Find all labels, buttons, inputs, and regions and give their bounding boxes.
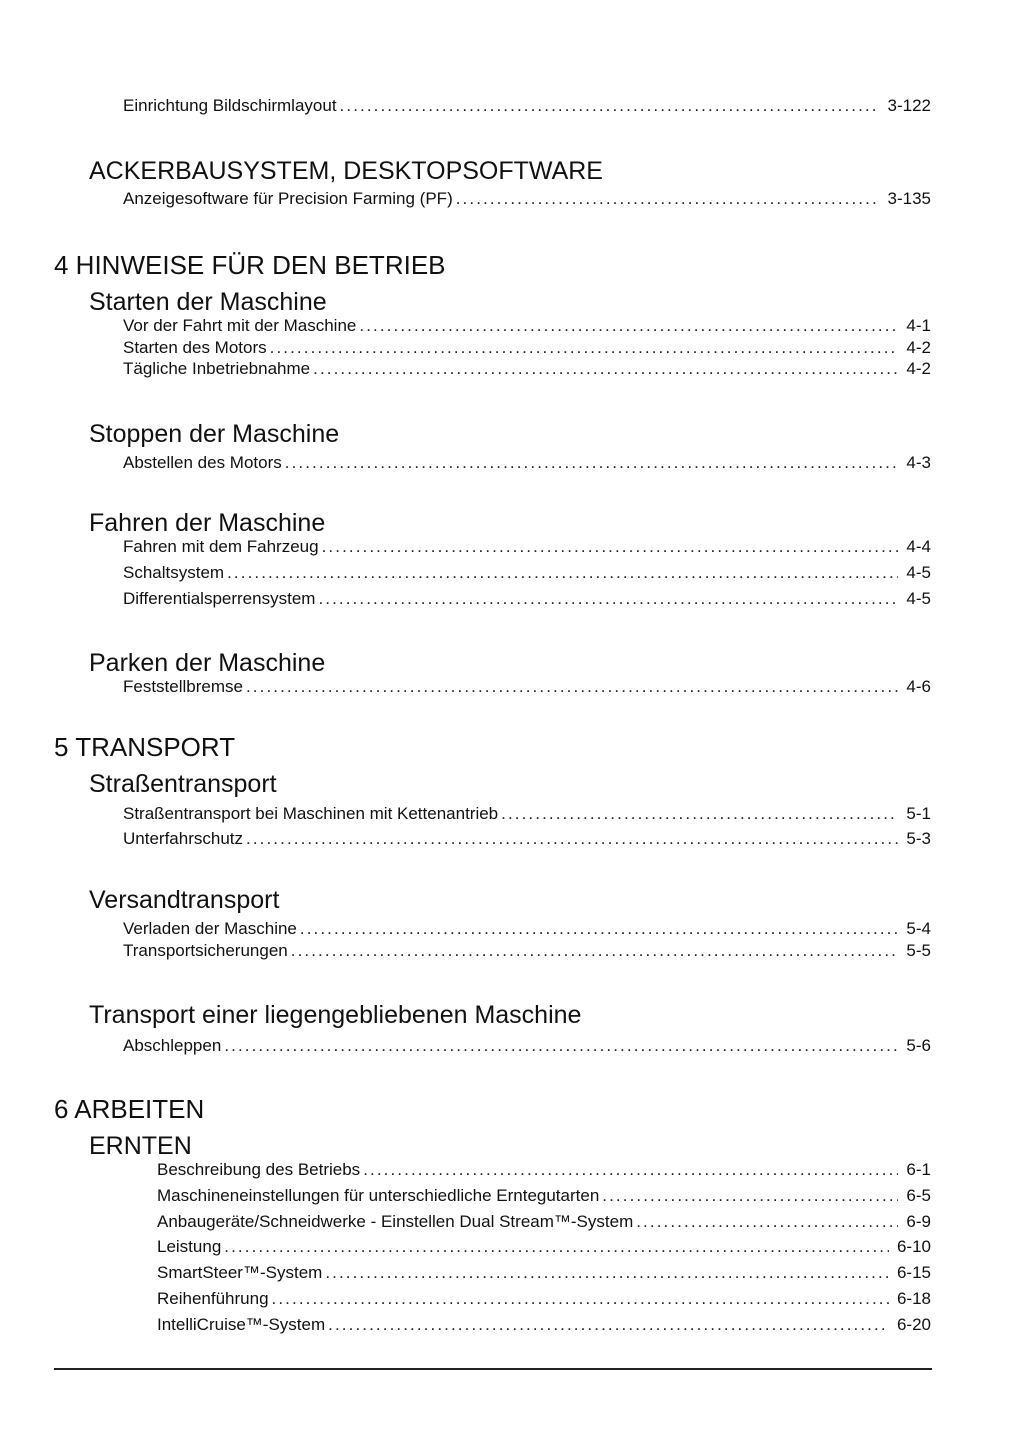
dot-leader	[270, 337, 899, 359]
toc-entry[interactable]	[157, 1159, 931, 1181]
toc-entry-page: 6-18	[896, 1289, 931, 1308]
dot-leader	[227, 562, 898, 584]
toc-entry[interactable]	[123, 358, 931, 380]
toc-entry-page: 5-5	[906, 941, 931, 960]
dot-leader	[340, 95, 880, 117]
dot-leader	[313, 358, 898, 380]
toc-entry[interactable]	[123, 337, 931, 359]
toc-entry[interactable]	[123, 1035, 931, 1057]
toc-entry-title: Abstellen des Motors	[123, 453, 282, 472]
toc-entry-title: Vor der Fahrt mit der Maschine	[123, 316, 357, 335]
dot-leader	[246, 676, 898, 698]
dot-leader	[224, 1035, 898, 1057]
toc-entry-title: Maschineneinstellungen für unterschiedliche Erntegutarten	[157, 1186, 600, 1205]
toc-entry-page: 5-3	[906, 829, 931, 848]
toc-entry[interactable]	[123, 676, 931, 698]
dot-leader	[272, 1288, 889, 1310]
toc-entry[interactable]	[157, 1262, 931, 1284]
toc-entry-title: Starten des Motors	[123, 338, 267, 357]
toc-entry-title: Unterfahrschutz	[123, 829, 243, 848]
toc-section-heading[interactable]: Straßentransport	[89, 770, 277, 798]
toc-entry-page: 6-1	[906, 1160, 931, 1179]
toc-entry[interactable]	[157, 1185, 931, 1207]
toc-entry-title: Einrichtung Bildschirmlayout	[123, 96, 337, 115]
toc-entry-title: Straßentransport bei Maschinen mit Kettenantrieb	[123, 804, 499, 823]
toc-entry[interactable]	[157, 1236, 931, 1258]
toc-entry[interactable]	[123, 828, 931, 850]
dot-leader	[359, 315, 898, 337]
toc-entry-page: 4-4	[906, 537, 931, 556]
toc-entry[interactable]	[123, 536, 931, 558]
toc-entry-page: 3-122	[887, 96, 931, 115]
toc-section-heading[interactable]: Parken der Maschine	[89, 649, 326, 677]
toc-section-heading[interactable]: Versandtransport	[89, 886, 280, 914]
toc-entry-title: Anzeigesoftware für Precision Farming (PF)	[123, 189, 453, 208]
toc-entry-title: Transportsicherungen	[123, 941, 288, 960]
toc-entry[interactable]	[123, 940, 931, 962]
toc-entry-title: Abschleppen	[123, 1036, 222, 1055]
toc-entry-page: 4-6	[906, 677, 931, 696]
toc-entry-page: 6-10	[896, 1237, 931, 1256]
toc-section-heading[interactable]: Transport einer liegengebliebenen Maschine	[89, 1001, 582, 1029]
toc-entry-page: 6-15	[896, 1263, 931, 1282]
toc-entry[interactable]	[157, 1288, 931, 1310]
dot-leader	[300, 918, 899, 940]
toc-entry-title: Schaltsystem	[123, 563, 225, 582]
toc-section-heading[interactable]: Starten der Maschine	[89, 288, 327, 316]
toc-entry-page: 4-3	[906, 453, 931, 472]
toc-entry-title: Beschreibung des Betriebs	[157, 1160, 361, 1179]
toc-entry-page: 6-9	[906, 1212, 931, 1231]
dot-leader	[501, 803, 898, 825]
toc-entry-title: Anbaugeräte/Schneidwerke - Einstellen Dual Stream™-System	[157, 1212, 634, 1231]
footer-rule	[54, 1368, 932, 1370]
dot-leader	[322, 536, 899, 558]
toc-entry-title: IntelliCruise™-System	[157, 1315, 326, 1334]
toc-entry-page: 4-1	[906, 316, 931, 335]
toc-chapter-heading[interactable]: 4 HINWEISE FÜR DEN BETRIEB	[54, 250, 446, 280]
dot-leader	[363, 1159, 898, 1181]
dot-leader	[246, 828, 898, 850]
toc-entry[interactable]	[157, 1211, 931, 1233]
toc-entry-title: Leistung	[157, 1237, 222, 1256]
toc-entry[interactable]	[123, 95, 931, 117]
toc-section-heading[interactable]: ACKERBAUSYSTEM, DESKTOPSOFTWARE	[89, 157, 603, 185]
dot-leader	[325, 1262, 889, 1284]
toc-entry[interactable]	[123, 188, 931, 210]
dot-leader	[291, 940, 899, 962]
toc-entry-title: Differentialsperrensystem	[123, 589, 316, 608]
toc-entry-page: 4-5	[906, 589, 931, 608]
toc-chapter-heading[interactable]: 5 TRANSPORT	[54, 732, 236, 762]
toc-entry-page: 5-6	[906, 1036, 931, 1055]
toc-entry-page: 4-5	[906, 563, 931, 582]
toc-entry-title: Verladen der Maschine	[123, 919, 297, 938]
toc-entry-page: 6-5	[906, 1186, 931, 1205]
toc-entry-title: Reihenführung	[157, 1289, 269, 1308]
dot-leader	[602, 1185, 898, 1207]
toc-entry[interactable]	[123, 452, 931, 474]
toc-entry-title: SmartSteer™-System	[157, 1263, 323, 1282]
toc-section-heading[interactable]: Fahren der Maschine	[89, 509, 326, 537]
toc-entry-page: 5-1	[906, 804, 931, 823]
toc-entry-page: 5-4	[906, 919, 931, 938]
toc-entry[interactable]	[123, 315, 931, 337]
toc-entry-page: 3-135	[887, 189, 931, 208]
toc-entry-title: Tägliche Inbetriebnahme	[123, 359, 311, 378]
toc-section-heading[interactable]: Stoppen der Maschine	[89, 420, 340, 448]
toc-entry-page: 4-2	[906, 359, 931, 378]
toc-entry-page: 6-20	[896, 1315, 931, 1334]
dot-leader	[224, 1236, 889, 1258]
dot-leader	[456, 188, 880, 210]
dot-leader	[318, 588, 898, 610]
toc-entry[interactable]	[123, 803, 931, 825]
dot-leader	[636, 1211, 898, 1233]
toc-entry-title: Fahren mit dem Fahrzeug	[123, 537, 319, 556]
dot-leader	[285, 452, 899, 474]
toc-chapter-heading[interactable]: 6 ARBEITEN	[54, 1094, 205, 1124]
toc-entry-title: Feststellbremse	[123, 677, 243, 696]
toc-entry[interactable]	[123, 918, 931, 940]
dot-leader	[328, 1314, 889, 1336]
toc-entry[interactable]	[123, 562, 931, 584]
toc-entry[interactable]	[123, 588, 931, 610]
toc-entry[interactable]	[157, 1314, 931, 1336]
toc-entry-page: 4-2	[906, 338, 931, 357]
toc-section-heading[interactable]: ERNTEN	[89, 1132, 192, 1160]
